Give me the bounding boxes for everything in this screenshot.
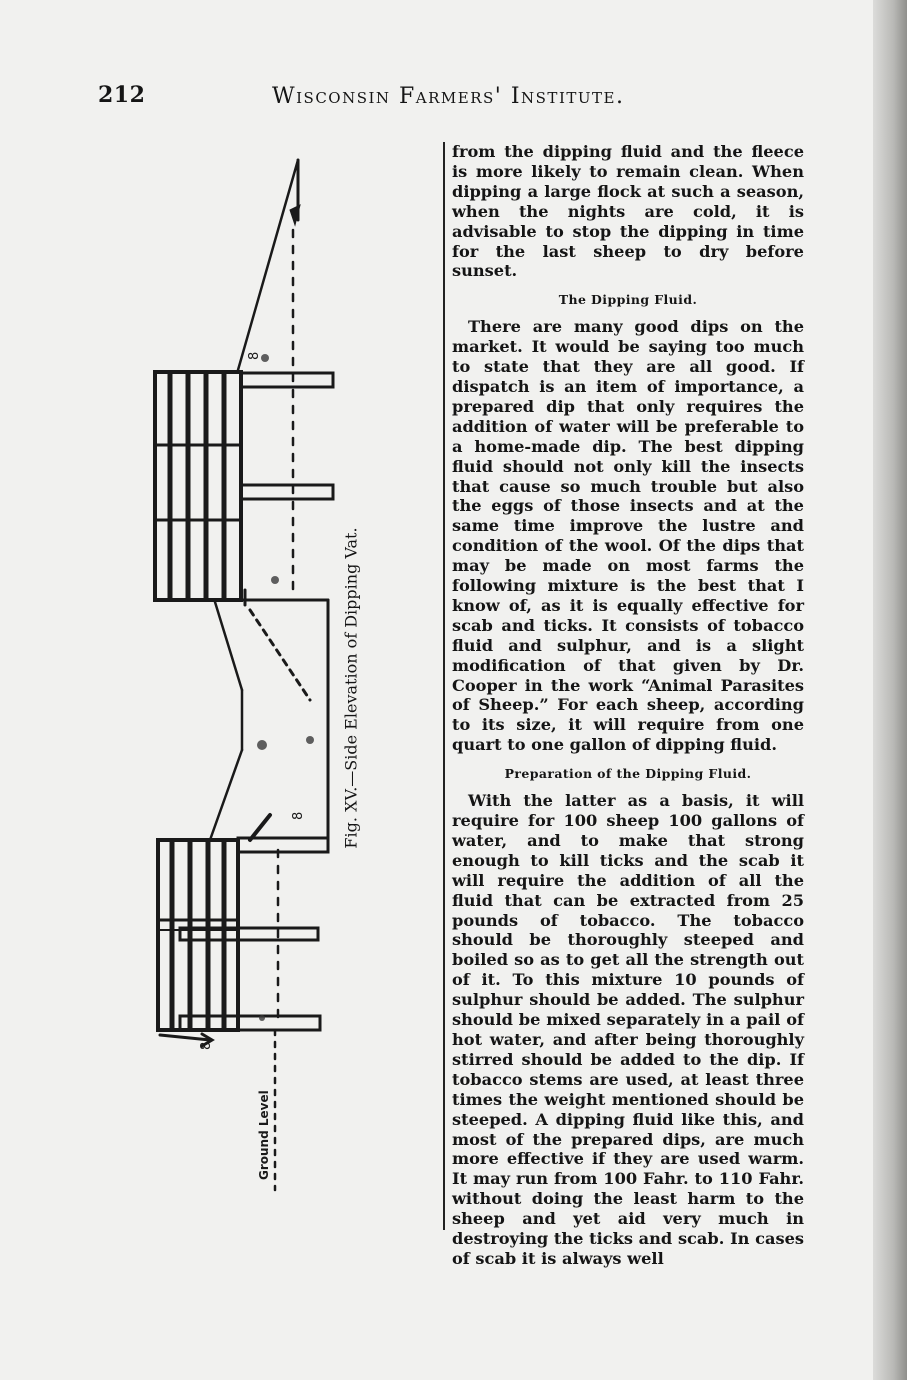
figure-label-8: 8	[199, 1041, 214, 1050]
exit-incline-line	[238, 160, 298, 370]
vat-step-mark	[250, 815, 270, 840]
upper-post	[241, 373, 333, 387]
section-heading-preparation: Preparation of the Dipping Fluid.	[504, 766, 752, 782]
texture-mark	[259, 1015, 265, 1021]
figure-caption: Fig. XV.—Side Elevation of Dipping Vat.	[341, 527, 361, 849]
figure-label-8: 8	[291, 811, 306, 820]
dipping-vat-figure	[150, 150, 340, 1200]
section-heading-dipping-fluid: The Dipping Fluid.	[558, 292, 698, 308]
paragraph-dipping-fluid: There are many good dips on the market. It would be saying too much to state that they are all good. If dispatch is an item of importance, a prepared dip that only requires the addition of water will be preferable to a home-made dip. The best dipping fluid should not only kill the insects that cause so much trouble but also the eggs of those insects and at the same time improve the lustre and condition of the wool. Of the dips that may be made on most farms the following mixture is the best that I know of, as it is equally effective for scab and ticks. It consists of tobacco fluid and sulphur, and is a slight modification of that given by Dr. Cooper in the work “Animal Parasites of Sheep.” For each sheep, according to its size, it will require from one quart to one gallon of dipping fluid.	[452, 317, 804, 755]
upper-post	[241, 485, 333, 499]
figure-label-8: 8	[247, 351, 262, 360]
figure-caption-wrap	[340, 498, 362, 878]
texture-mark	[271, 576, 279, 584]
texture-mark	[306, 736, 314, 744]
texture-mark	[257, 740, 267, 750]
texture-mark	[261, 354, 269, 362]
paragraph-continuation: from the dipping fluid and the fleece is more likely to remain clean. When dipping a large flock at such a season, when the nights are cold, it is advisable to stop the dipping in time for the last sheep to dry before sunset.	[452, 142, 804, 281]
column-rule	[443, 142, 445, 1230]
running-head: Wisconsin Farmers' Institute.	[272, 84, 625, 109]
lower-post	[180, 1016, 320, 1030]
vat-slope-line	[215, 602, 242, 690]
ground-level-label: Ground Level	[257, 1090, 271, 1180]
page-edge-shadow	[873, 0, 907, 1380]
body-text-column	[452, 142, 804, 1269]
paragraph-preparation: With the latter as a basis, it will require for 100 sheep 100 gallons of water, and to make that strong enough to kill ticks and the scab it will require the addition of all the fluid that can be extracted from 25 pounds of tobacco. The tobacco should be thoroughly steeped and boiled so as to get all the strength out of it. To this mixture 10 pounds of sulphur should be added. The sulphur should be mixed separately in a pail of hot water, and after being thoroughly stirred should be added to the dip. If tobacco stems are used, at least three times the weight mentioned should be steeped. A dipping fluid like this, and most of the prepared dips, are much more effective if they are used warm. It may run from 100 Fahr. to 110 Fahr. without doing the least harm to the sheep and yet aid very much in destroying the ticks and scab. In cases of scab it is always well	[452, 791, 804, 1268]
page-number: 212	[98, 82, 146, 108]
vat-dashed-path	[250, 610, 310, 700]
vat-exit-slope	[210, 750, 242, 840]
